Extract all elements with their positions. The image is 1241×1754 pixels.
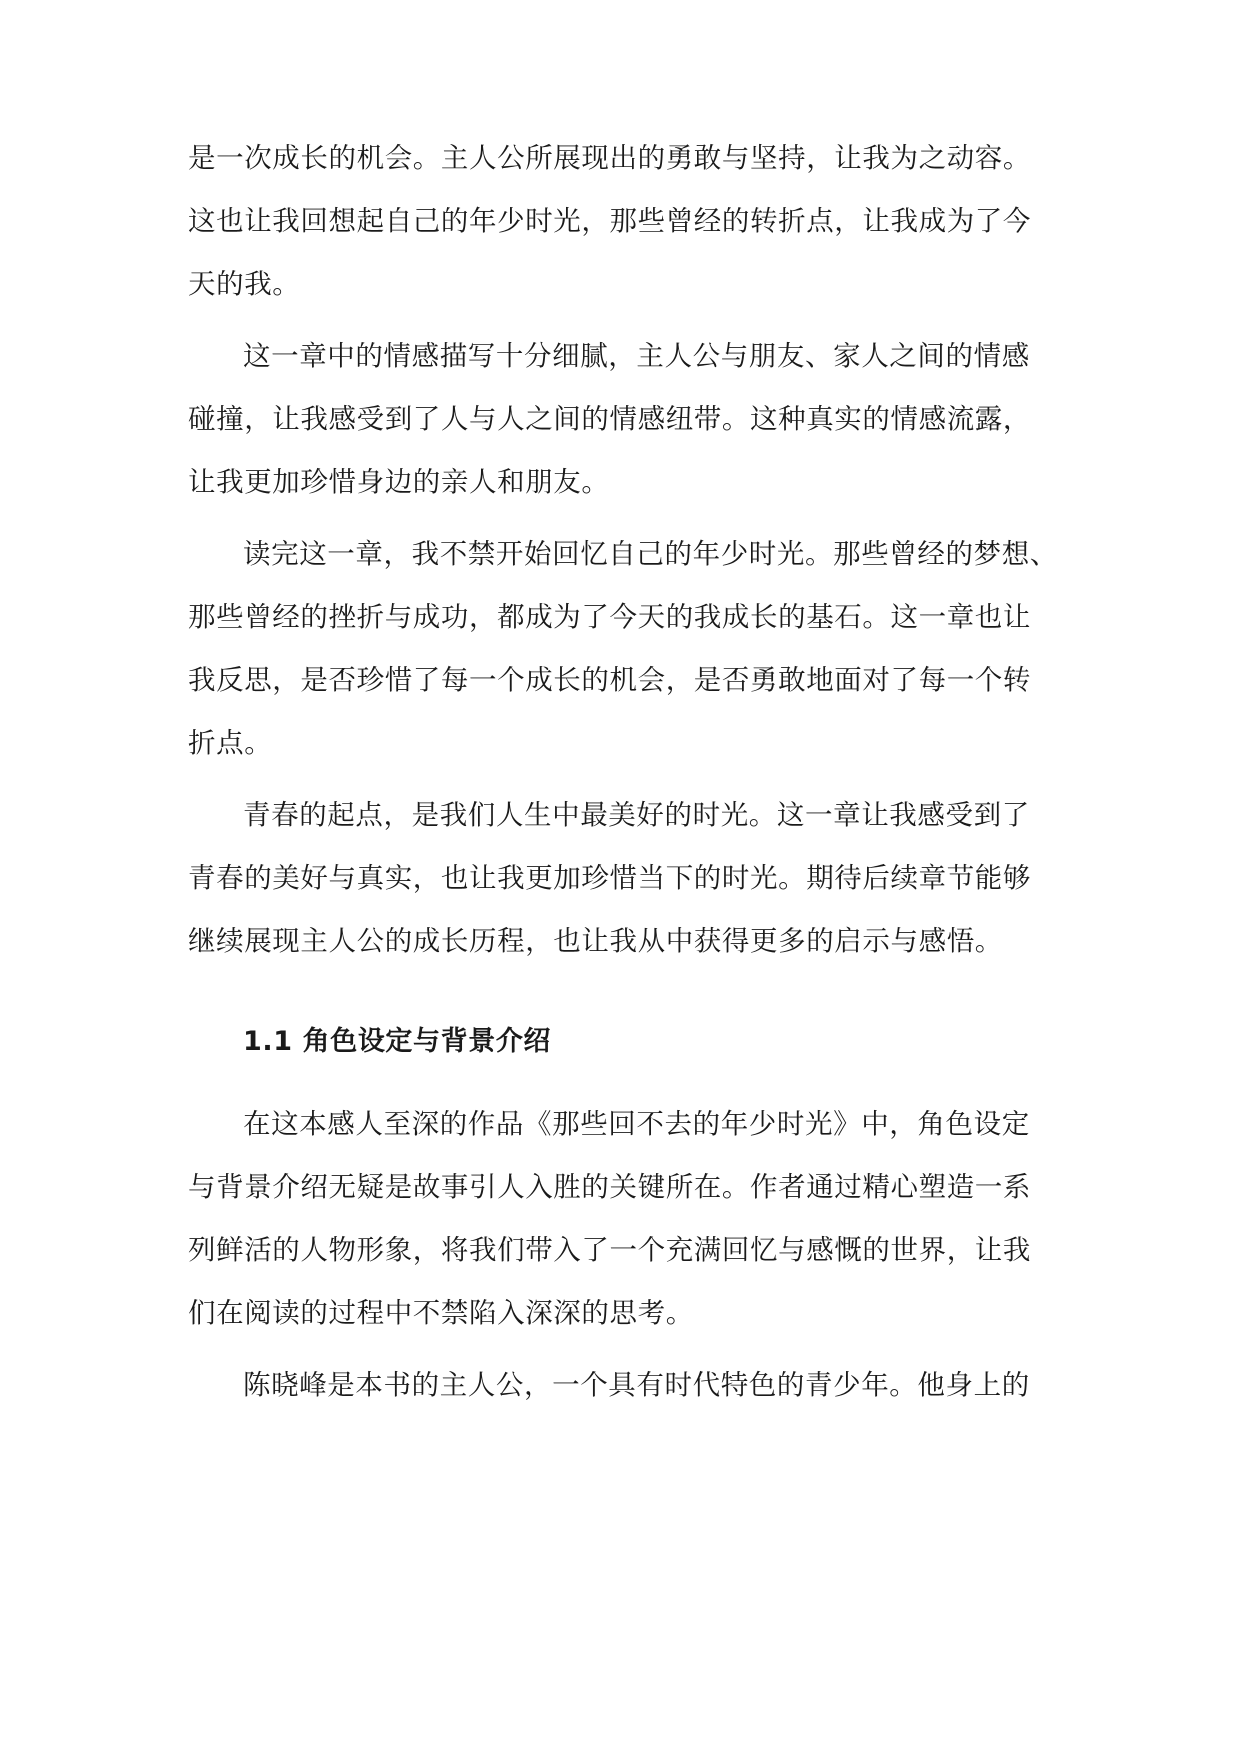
paragraph-line: 让我更加珍惜身边的亲人和朋友。 xyxy=(188,466,610,498)
paragraph-line: 与背景介绍无疑是故事引人入胜的关键所在。作者通过精心塑造一系 xyxy=(188,1171,1031,1203)
paragraph-line: 折点。 xyxy=(188,727,273,759)
paragraph-line: 青春的美好与真实，也让我更加珍惜当下的时光。期待后续章节能够 xyxy=(188,862,1031,894)
paragraph-line: 们在阅读的过程中不禁陷入深深的思考。 xyxy=(188,1297,694,1329)
paragraph-line: 碰撞，让我感受到了人与人之间的情感纽带。这种真实的情感流露， xyxy=(188,403,1031,435)
paragraph-line: 青春的起点，是我们人生中最美好的时光。这一章让我感受到了 xyxy=(243,799,1030,831)
paragraph-line: 这也让我回想起自己的年少时光，那些曾经的转折点，让我成为了今 xyxy=(188,205,1031,237)
paragraph-line: 是一次成长的机会。主人公所展现出的勇敢与坚持，让我为之动容。 xyxy=(188,142,1031,174)
paragraph-line: 读完这一章，我不禁开始回忆自己的年少时光。那些曾经的梦想、 xyxy=(243,538,1058,570)
paragraph-line: 列鲜活的人物形象，将我们带入了一个充满回忆与感慨的世界，让我 xyxy=(188,1234,1031,1266)
paragraph-line: 天的我。 xyxy=(188,268,301,300)
paragraph-line: 陈晓峰是本书的主人公，一个具有时代特色的青少年。他身上的 xyxy=(243,1369,1030,1401)
paragraph-line: 我反思，是否珍惜了每一个成长的机会，是否勇敢地面对了每一个转 xyxy=(188,664,1031,696)
paragraph-line: 继续展现主人公的成长历程，也让我从中获得更多的启示与感悟。 xyxy=(188,925,1003,957)
paragraph-line: 那些曾经的挫折与成功，都成为了今天的我成长的基石。这一章也让 xyxy=(188,601,1031,633)
paragraph-line: 在这本感人至深的作品《那些回不去的年少时光》中，角色设定 xyxy=(243,1108,1030,1140)
paragraph-line: 这一章中的情感描写十分细腻，主人公与朋友、家人之间的情感 xyxy=(243,340,1030,372)
section-heading: 1.1 角色设定与背景介绍 xyxy=(243,1026,552,1057)
